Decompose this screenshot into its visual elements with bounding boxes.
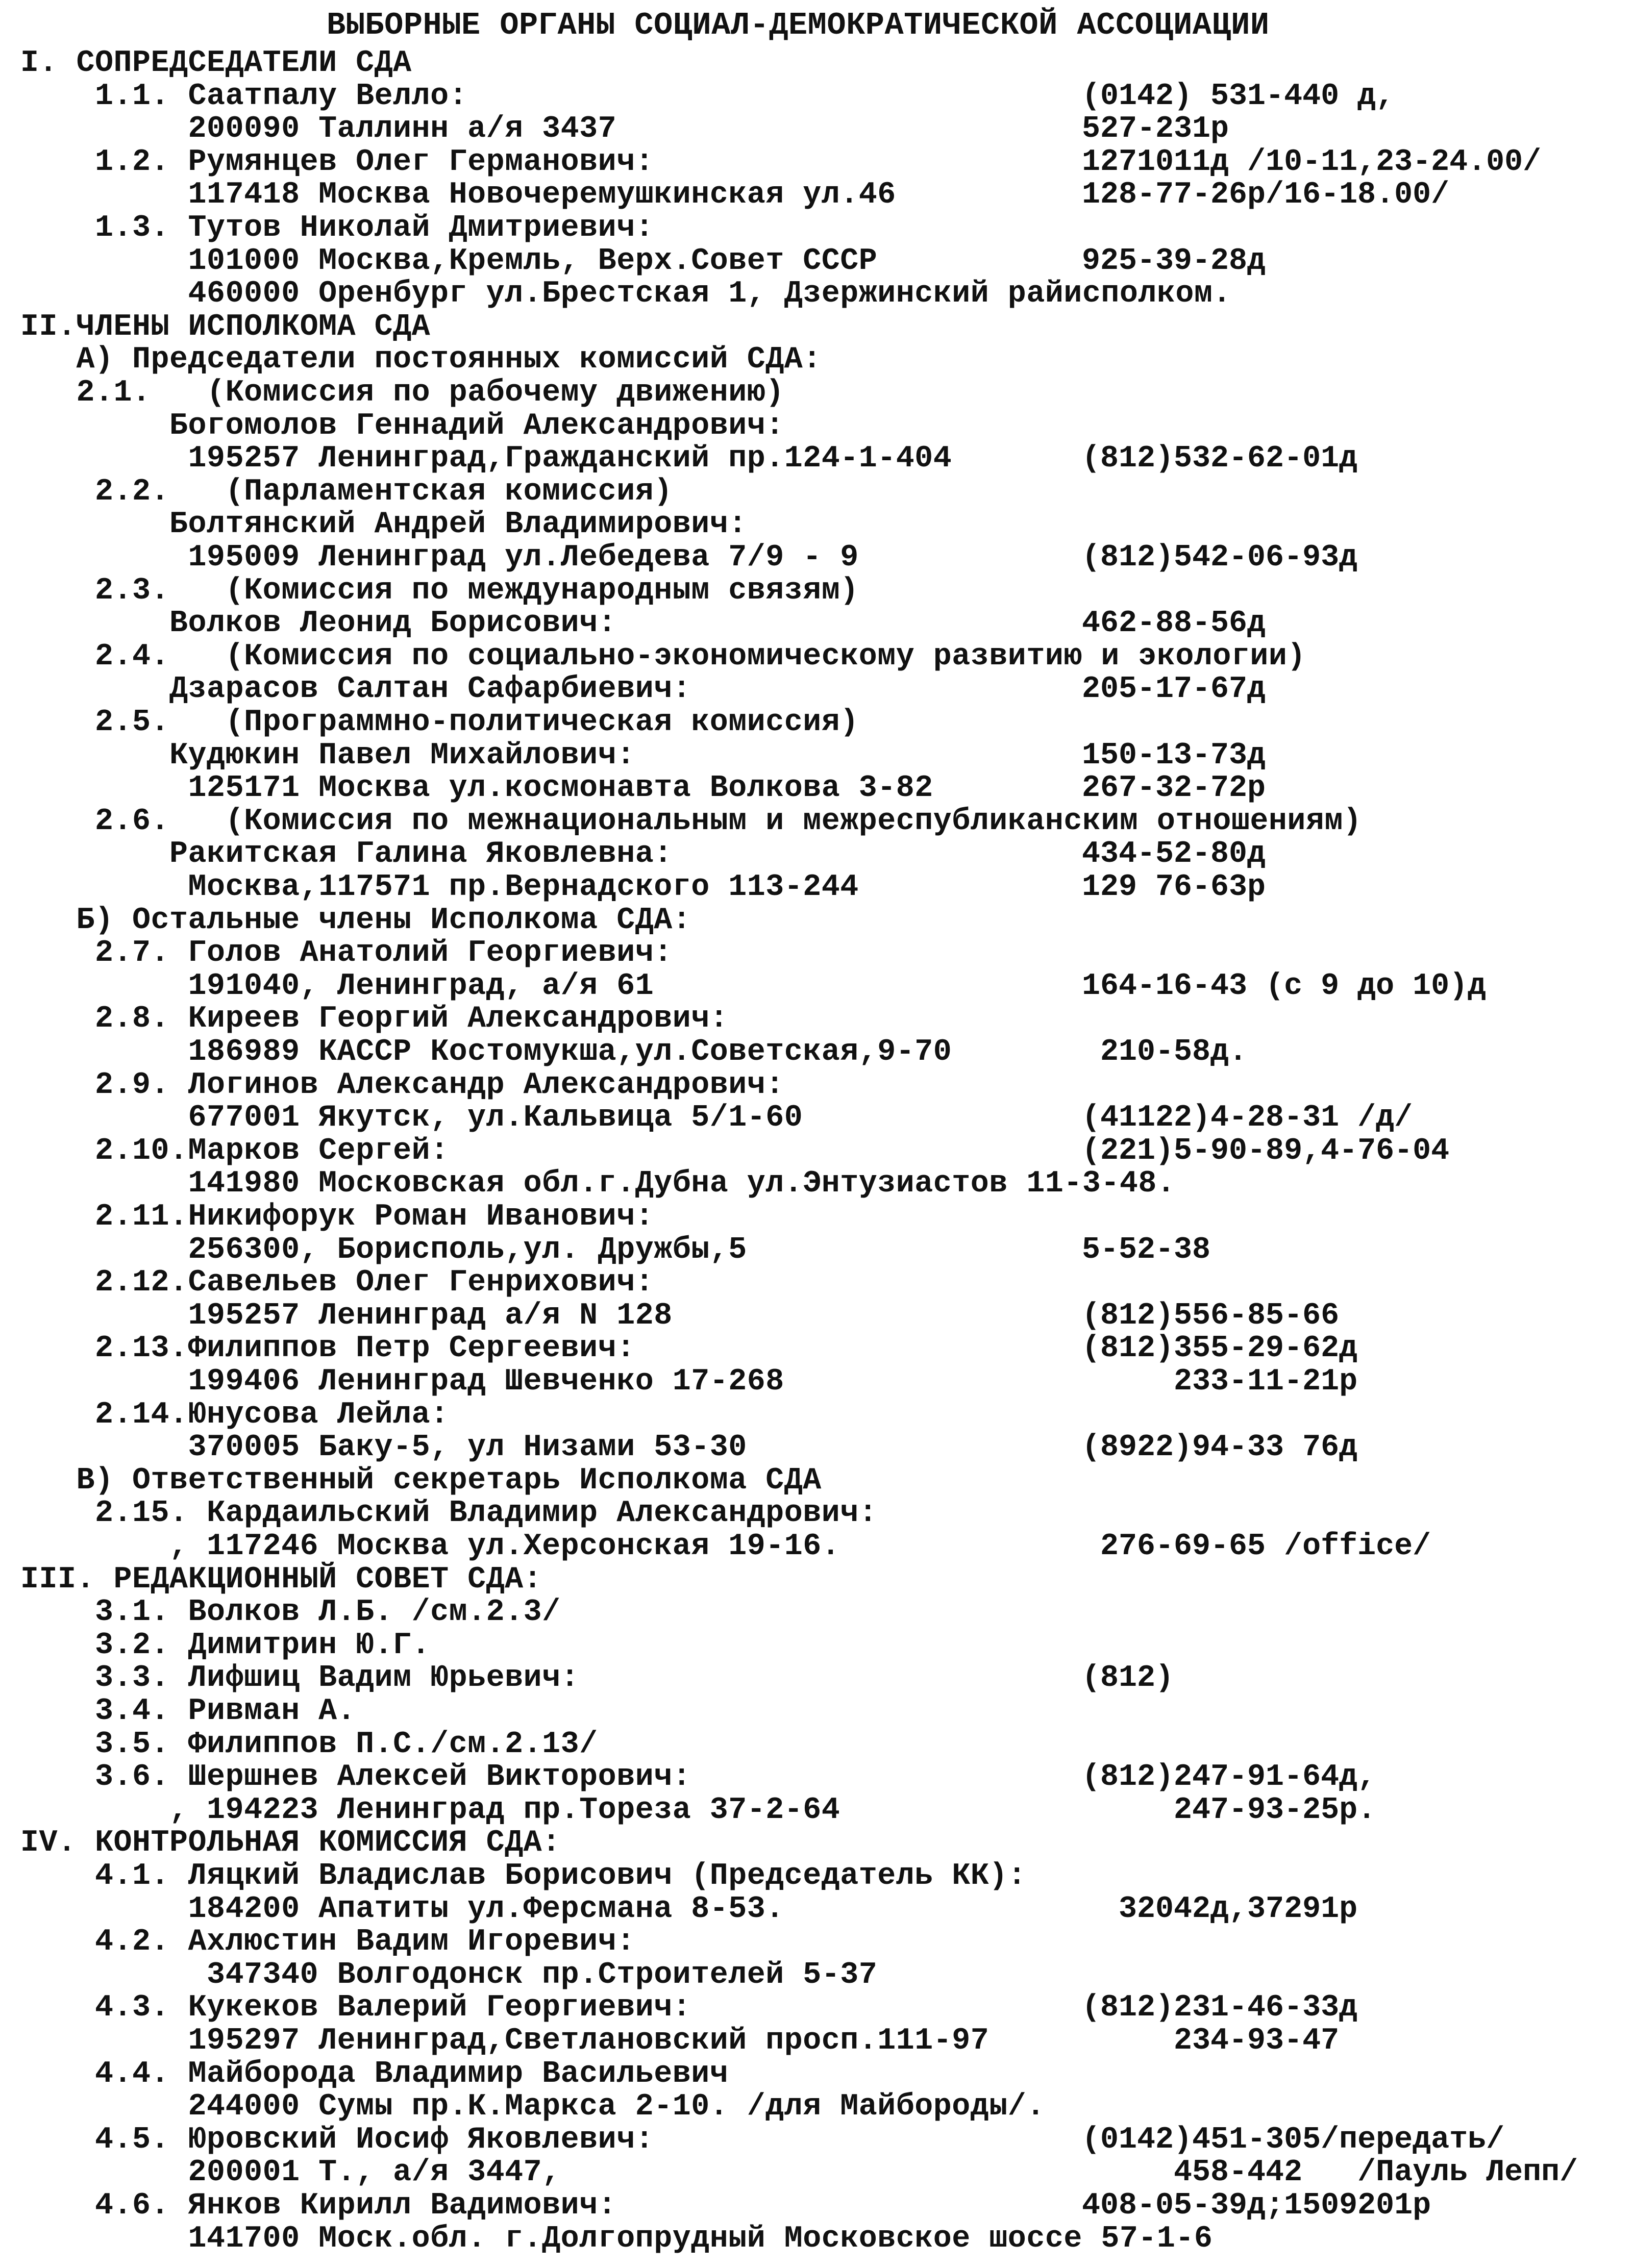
entry-line: 256300, Борисполь,ул. Дружбы,5 <box>20 1232 747 1267</box>
entry-line: Волков Леонид Борисович: <box>20 606 617 641</box>
entry-line: 2.5. (Программно-политическая комиссия) <box>20 705 859 740</box>
entry-phone: 527-231р <box>1082 112 1229 147</box>
entry-line: 4.6. Янков Кирилл Вадимович: <box>20 2188 617 2223</box>
entry-line: 200090 Таллинн а/я 3437 <box>20 112 617 147</box>
entry-phone: (812)247-91-64д, <box>1082 1760 1376 1795</box>
entry-line: 195257 Ленинград,Гражданский пр.124-1-404 <box>20 441 952 477</box>
entry-line: 2.6. (Комиссия по межнациональным и межреспубликанским отношениям) <box>20 804 1362 839</box>
entry-line: 3.5. Филиппов П.С./см.2.13/ <box>20 1727 598 1762</box>
entry-phone: (812)556-85-66 <box>1082 1298 1340 1333</box>
entry-phone: 233-11-21р <box>1082 1364 1358 1399</box>
entry-line: 1.3. Тутов Николай Дмитриевич: <box>20 211 654 245</box>
entry-phone: 164-16-43 (с 9 до 10)д <box>1082 968 1487 1004</box>
entry-phone: 925-39-28д <box>1082 243 1266 279</box>
entry-line: 2.13.Филиппов Петр Сергеевич: <box>20 1331 635 1366</box>
entry-phone: 247-93-25р. <box>1082 1792 1376 1828</box>
entry-line: 141700 Моск.обл. г.Долгопрудный Московское шоссе 57-1-6 <box>20 2221 1213 2256</box>
entry-line: 2.1. (Комиссия по рабочему движению) <box>20 376 784 410</box>
entry-line: 677001 Якутск, ул.Кальвица 5/1-60 <box>20 1101 803 1136</box>
entry-phone: (812)542-06-93д <box>1082 540 1358 575</box>
entry-phone: (0142)451-305/передать/ <box>1082 2122 1505 2157</box>
entry-line: 3.2. Димитрин Ю.Г. <box>20 1628 431 1663</box>
entry-phone: (812)355-29-62д <box>1082 1331 1358 1366</box>
entry-phone: (41122)4-28-31 /д/ <box>1082 1101 1413 1136</box>
entry-line: 2.4. (Комиссия по социально-экономическому развитию и экологии) <box>20 639 1306 674</box>
entry-line: III. РЕДАКЦИОННЫЙ СОВЕТ СДА: <box>20 1562 542 1597</box>
entry-line: 184200 Апатиты ул.Ферсмана 8-53. <box>20 1891 784 1927</box>
entry-line: 2.3. (Комиссия по международным связям) <box>20 573 859 608</box>
entry-line: 195297 Ленинград,Светлановский просп.111-97 <box>20 2024 989 2058</box>
entry-line: II.ЧЛЕНЫ ИСПОЛКОМА СДА <box>20 309 431 344</box>
entry-phone: 205-17-67д <box>1082 672 1266 707</box>
entry-line: 3.3. Лифшиц Вадим Юрьевич: <box>20 1661 580 1696</box>
entry-line: IV. КОНТРОЛЬНАЯ КОМИССИЯ СДА: <box>20 1826 561 1861</box>
entry-line: 1.2. Румянцев Олег Германович: <box>20 144 654 180</box>
entry-line: 195009 Ленинград ул.Лебедева 7/9 - 9 <box>20 540 859 575</box>
entry-phone: (812)231-46-33д <box>1082 1990 1358 2026</box>
entry-line: I. СОПРЕДСЕДАТЕЛИ СДА <box>20 46 412 81</box>
entry-phone: 267-32-72р <box>1082 771 1266 806</box>
entry-line: 244000 Сумы пр.К.Маркса 2-10. /для Майбороды/. <box>20 2089 1045 2125</box>
entry-line: Б) Остальные члены Исполкома СДА: <box>20 903 691 938</box>
entry-line: 3.1. Волков Л.Б. /см.2.3/ <box>20 1595 561 1630</box>
entry-phone: (8922)94-33 76д <box>1082 1430 1358 1465</box>
entry-phone: 128-77-26р/16-18.00/ <box>1082 178 1450 213</box>
entry-line: Дзарасов Салтан Сафарбиевич: <box>20 672 691 707</box>
entry-line: Богомолов Геннадий Александрович: <box>20 408 784 443</box>
entry-phone: 210-58д. <box>1082 1035 1248 1069</box>
entry-line: 460000 Оренбург ул.Брестская 1, Дзержинский райисполком. <box>20 277 1231 312</box>
entry-line: 4.3. Кукеков Валерий Георгиевич: <box>20 1990 691 2026</box>
entry-line: 2.12.Савельев Олег Генрихович: <box>20 1265 654 1301</box>
entry-phone: (0142) 531-440 д, <box>1082 79 1395 114</box>
entry-phone: 458-442 /Пауль Лепп/ <box>1082 2155 1578 2190</box>
entry-line: 117418 Москва Новочеремушкинская ул.46 <box>20 178 896 213</box>
entry-phone: (221)5-90-89,4-76-04 <box>1082 1133 1450 1168</box>
entry-phone: 462-88-56д <box>1082 606 1266 641</box>
entry-line: 141980 Московская обл.г.Дубна ул.Энтузиастов 11-3-48. <box>20 1166 1176 1202</box>
entry-line: , 117246 Москва ул.Херсонская 19-16. <box>20 1529 840 1564</box>
entry-line: 2.15. Кардаильский Владимир Александрович: <box>20 1496 878 1531</box>
entry-phone: 129 76-63р <box>1082 870 1266 905</box>
entry-phone: 32042д,37291р <box>1082 1891 1358 1927</box>
entry-line: В) Ответственный секретарь Исполкома СДА <box>20 1463 822 1498</box>
entry-line: Болтянский Андрей Владимирович: <box>20 507 747 542</box>
entry-line: 2.14.Юнусова Лейла: <box>20 1397 449 1432</box>
entry-phone: 276-69-65 /office/ <box>1082 1529 1431 1564</box>
entry-line: 200001 Т., а/я 3447, <box>20 2155 561 2190</box>
entry-phone: 150-13-73д <box>1082 738 1266 773</box>
entry-line: 2.2. (Парламентская комиссия) <box>20 474 673 509</box>
entry-line: Ракитская Галина Яковлевна: <box>20 837 673 872</box>
entry-line: 4.4. Майборода Владимир Васильевич <box>20 2056 729 2091</box>
entry-line: 370005 Баку-5, ул Низами 53-30 <box>20 1430 747 1465</box>
entry-phone: (812) <box>1082 1661 1174 1696</box>
entry-line: 2.8. Киреев Георгий Александрович: <box>20 1002 729 1037</box>
entry-line: 191040, Ленинград, а/я 61 <box>20 968 654 1004</box>
entry-line: 1.1. Саатпалу Велло: <box>20 79 468 114</box>
entry-line: 186989 КАССР Костомукша,ул.Советская,9-70 <box>20 1035 952 1069</box>
entry-line: 2.9. Логинов Александр Александрович: <box>20 1067 784 1103</box>
entry-phone: 434-52-80д <box>1082 837 1266 872</box>
entry-line: 2.11.Никифорук Роман Иванович: <box>20 1200 654 1234</box>
entry-line: 125171 Москва ул.космонавта Волкова 3-82 <box>20 771 933 806</box>
entry-line: 347340 Волгодонск пр.Строителей 5-37 <box>20 1957 878 1992</box>
entry-line: Москва,117571 пр.Вернадского 113-244 <box>20 870 859 905</box>
entry-line: 3.4. Ривман А. <box>20 1694 356 1729</box>
entry-line: 4.2. Ахлюстин Вадим Игоревич: <box>20 1925 635 1960</box>
entry-phone: 1271011д /10-11,23-24.00/ <box>1082 144 1542 180</box>
entry-line: 195257 Ленинград а/я N 128 <box>20 1298 673 1333</box>
entry-line: 2.10.Марков Сергей: <box>20 1133 449 1168</box>
entry-phone: 5-52-38 <box>1082 1232 1211 1267</box>
entry-line: 3.6. Шершнев Алексей Викторович: <box>20 1760 691 1795</box>
entry-line: 2.7. Голов Анатолий Георгиевич: <box>20 936 673 971</box>
entry-line: , 194223 Ленинград пр.Тореза 37-2-64 <box>20 1792 840 1828</box>
document-title: ВЫБОРНЫЕ ОРГАНЫ СОЦИАЛ-ДЕМОКРАТИЧЕСКОЙ АССОЦИАЦИИ <box>327 7 1270 43</box>
entry-phone: 408-05-39д;1509201р <box>1082 2188 1431 2223</box>
entry-phone: (812)532-62-01д <box>1082 441 1358 477</box>
entry-line: 4.1. Ляцкий Владислав Борисович (Председатель КК): <box>20 1859 1027 1893</box>
entry-line: 4.5. Юровский Иосиф Яковлевич: <box>20 2122 654 2157</box>
entry-line: 199406 Ленинград Шевченко 17-268 <box>20 1364 784 1399</box>
entry-line: А) Председатели постоянных комиссий СДА: <box>20 342 822 378</box>
entry-line: 101000 Москва,Кремль, Верх.Совет СССР <box>20 243 878 279</box>
entry-line: Кудюкин Павел Михайлович: <box>20 738 635 773</box>
entry-phone: 234-93-47 <box>1082 2024 1340 2058</box>
